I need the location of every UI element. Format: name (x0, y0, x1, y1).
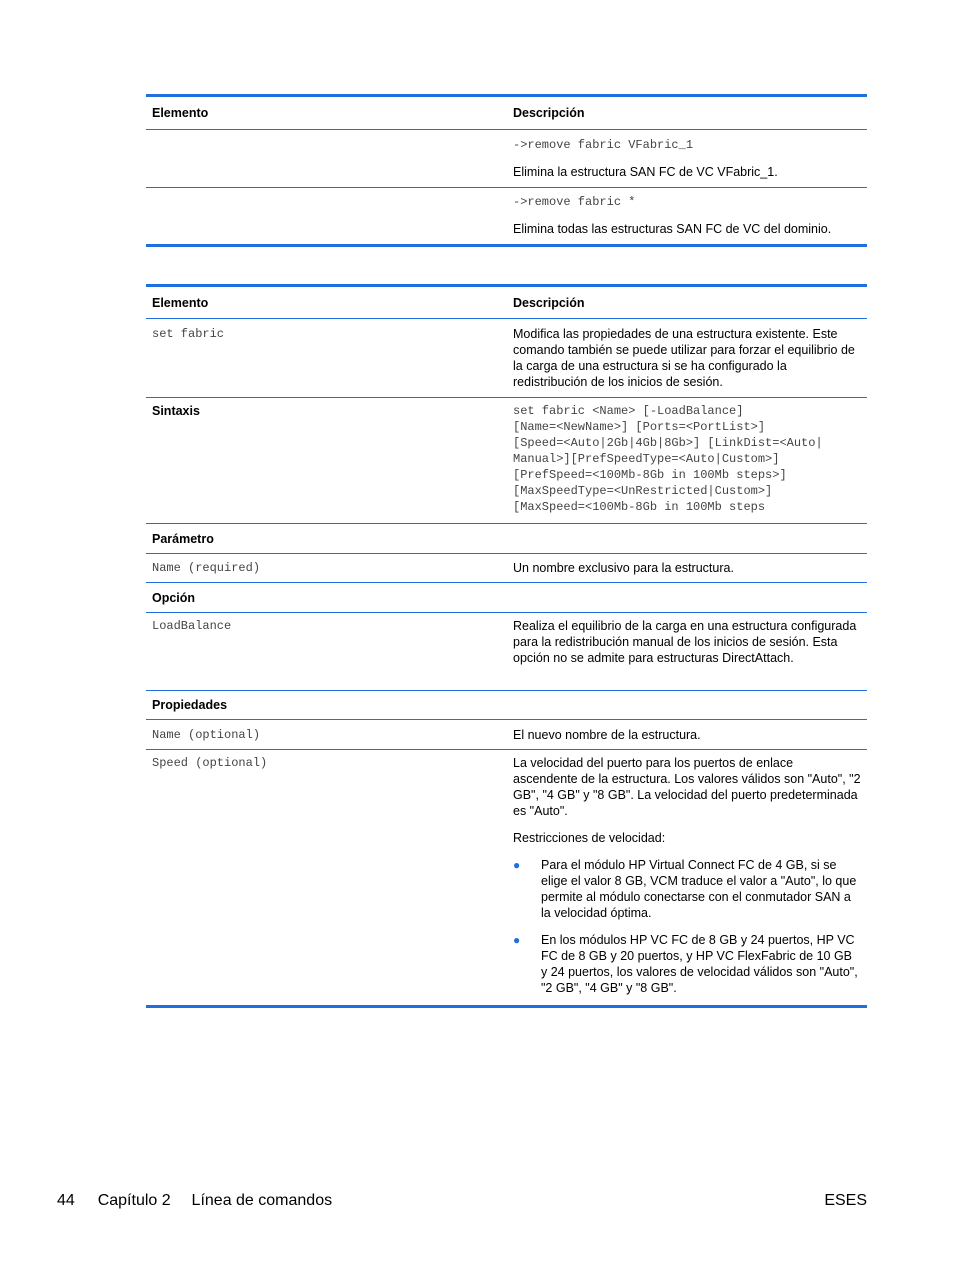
syntax-line: set fabric <Name> [-LoadBalance] (513, 404, 744, 418)
table-row (146, 319, 867, 397)
section-row (146, 582, 867, 612)
list-item (513, 932, 861, 996)
syntax-line: [Speed=<Auto|2Gb|4Gb|8Gb>] [LinkDist=<Auto| (513, 436, 823, 450)
element-name-required: Name (required) (152, 561, 261, 575)
table-row (146, 187, 867, 244)
syntax-line: Manual>][PrefSpeedType=<Auto|Custom>] (513, 452, 780, 466)
table-row (146, 130, 867, 187)
syntax-line: [MaxSpeedType=<UnRestricted|Custom>] (513, 484, 773, 498)
table-row (146, 397, 867, 523)
table-set-fabric (146, 284, 867, 1008)
command-example: ->remove fabric VFabric_1 (513, 138, 694, 152)
loadbalance-description: Realiza el equilibrio de la carga en una estructura configurada para la redistribución manual de los inicios de sesión. Esta opción no se admite para estructuras DirectAttach. (513, 619, 857, 665)
list-item (513, 857, 861, 921)
table-row (146, 719, 867, 749)
section-row (146, 690, 867, 719)
table-remove-fabric (146, 94, 867, 247)
bullet-icon: ● (513, 858, 521, 872)
syntax-line: [PrefSpeed=<100Mb-8Gb in 100Mb steps>] (513, 468, 787, 482)
page-number: 44 (57, 1192, 75, 1209)
table-header (146, 97, 867, 130)
syntax-block (507, 398, 867, 523)
chapter-label: Capítulo 2 (97, 1192, 171, 1209)
bullet-icon: ● (513, 933, 521, 947)
table-row (146, 553, 867, 582)
command-description: Elimina todas las estructuras SAN FC de VC del dominio. (513, 222, 832, 236)
footer-right: ESES (824, 1192, 867, 1209)
element-set-fabric: set fabric (152, 327, 225, 341)
speed-description: La velocidad del puerto para los puertos de enlace ascendente de la estructura. Los valores válidos son "Auto", "2 GB", "4 GB" y "8 GB". La velocidad del puerto predeterminada es "Auto". (513, 756, 861, 818)
command-example: ->remove fabric * (513, 195, 636, 209)
element-name-optional: Name (optional) (152, 727, 261, 742)
table-row (146, 612, 867, 690)
set-fabric-description: Modifica las propiedades de una estructura existente. Este comando también se puede utilizar para forzar el equilibrio de la carga de una estructura si se ha configurado la redistribución de los inicios de sesión. (513, 327, 855, 389)
propiedades-label: Propiedades (152, 698, 228, 712)
opcion-label: Opción (152, 590, 196, 605)
bullet-text: Para el módulo HP Virtual Connect FC de 4 GB, si se elige el valor 8 GB, VCM traduce el valor a "Auto", lo que permite al módulo conectarse con el conmutador SAN a la velocidad óptima. (541, 858, 857, 920)
speed-restrictions-label: Restricciones de velocidad: (513, 831, 666, 845)
element-speed-optional: Speed (optional) (152, 756, 268, 770)
command-description: Elimina la estructura SAN FC de VC VFabric_1. (513, 165, 778, 179)
section-row (146, 523, 867, 553)
bullet-text: En los módulos HP VC FC de 8 GB y 24 puertos, HP VC FC de 8 GB y 20 puertos, y HP VC FlexFabric de 10 GB y 24 puertos, los valores de velocidad válidos son "Auto", "2 GB", "4 GB" y "8 GB". (541, 933, 858, 995)
parametro-label: Parámetro (152, 531, 214, 546)
header-elemento: Elemento (152, 106, 209, 120)
element-loadbalance: LoadBalance (152, 619, 232, 633)
table-row (146, 749, 867, 1005)
sintaxis-label: Sintaxis (152, 404, 200, 418)
footer-left (57, 1192, 332, 1210)
table-header (146, 287, 867, 319)
header-elemento: Elemento (152, 295, 209, 310)
header-descripcion: Descripción (513, 295, 585, 310)
chapter-title: Línea de comandos (191, 1192, 333, 1209)
syntax-line: [MaxSpeed=<100Mb-8Gb in 100Mb steps (513, 500, 766, 514)
syntax-line: [Name=<NewName>] [Ports=<PortList>] (513, 420, 766, 434)
name-optional-description: El nuevo nombre de la estructura. (513, 727, 701, 742)
header-descripcion: Descripción (513, 106, 585, 120)
name-required-description: Un nombre exclusivo para la estructura. (513, 561, 734, 575)
